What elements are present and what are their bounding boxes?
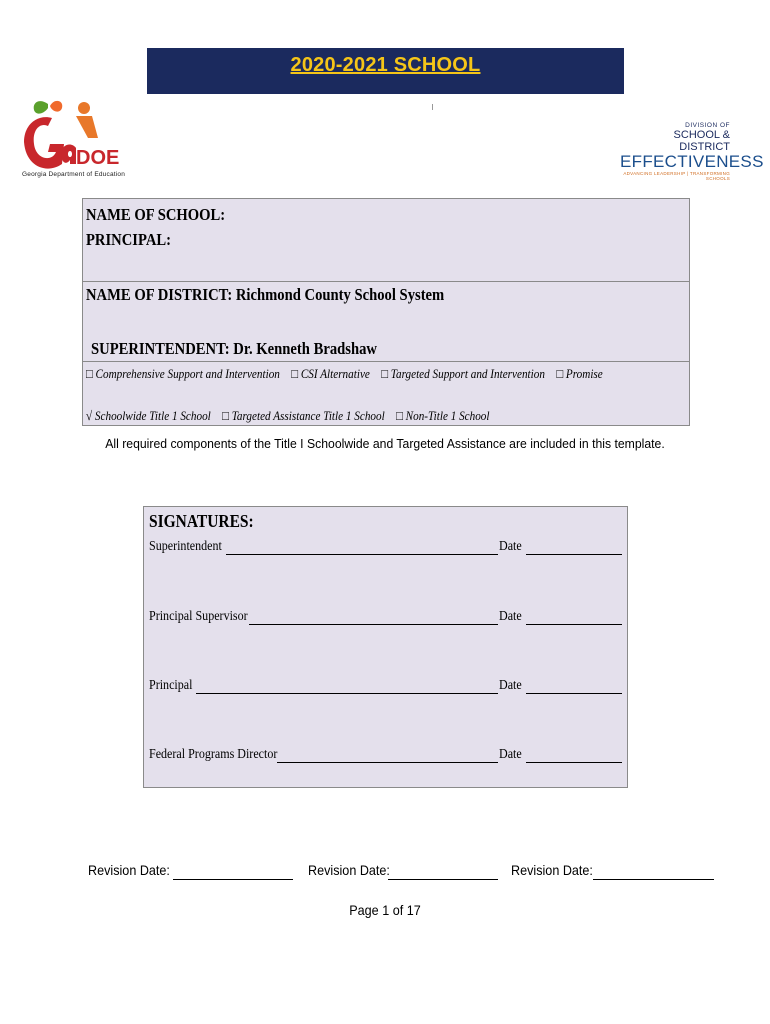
- cursor-mark: [432, 104, 433, 110]
- sde-line3: EFFECTIVENESS: [620, 152, 764, 171]
- signatures-box: [143, 506, 628, 788]
- signature-line[interactable]: [249, 624, 498, 625]
- option-non-title-1[interactable]: □ Non-Title 1 School: [396, 408, 490, 423]
- revision-date-line[interactable]: [593, 879, 714, 880]
- date-line[interactable]: [526, 693, 622, 694]
- signer-label: Principal Supervisor: [149, 609, 248, 624]
- date-line[interactable]: [526, 624, 622, 625]
- date-line[interactable]: [526, 762, 622, 763]
- revision-date-label: Revision Date:: [88, 862, 170, 878]
- district-label: NAME OF DISTRICT: Richmond County School System: [86, 285, 445, 304]
- signature-row: [149, 745, 619, 765]
- info-divider: [83, 281, 689, 282]
- option-comprehensive-support[interactable]: □ Comprehensive Support and Intervention: [86, 366, 280, 381]
- signature-row: [149, 537, 619, 557]
- date-line[interactable]: [526, 554, 622, 555]
- signature-line[interactable]: [196, 693, 498, 694]
- signature-row: [149, 676, 619, 696]
- option-schoolwide-title-1[interactable]: √ Schoolwide Title 1 School: [86, 408, 211, 423]
- signer-label: Federal Programs Director: [149, 747, 278, 762]
- revision-date-line[interactable]: [388, 879, 498, 880]
- signer-label: Principal: [149, 678, 193, 693]
- date-label: Date: [499, 609, 522, 624]
- support-options: [86, 366, 611, 382]
- date-label: Date: [499, 747, 522, 762]
- option-promise[interactable]: □ Promise: [556, 366, 603, 381]
- option-targeted-assistance-title-1[interactable]: □ Targeted Assistance Title 1 School: [222, 408, 385, 423]
- date-label: Date: [499, 678, 522, 693]
- sde-line4: ADVANCING LEADERSHIP | TRANSFORMING SCHOOLS: [623, 171, 730, 181]
- sde-line1: DIVISION OF: [685, 122, 730, 129]
- revision-date-line[interactable]: [173, 879, 293, 880]
- info-divider: [83, 361, 689, 362]
- principal-label: PRINCIPAL:: [86, 230, 172, 249]
- document-title: 2020-2021 SCHOOL: [290, 54, 481, 76]
- sde-logo: [620, 122, 764, 181]
- signature-row: [149, 607, 619, 627]
- signer-label: Superintendent: [149, 539, 222, 554]
- superintendent-label: SUPERINTENDENT: Dr. Kenneth Bradshaw: [91, 339, 377, 358]
- page-number: Page 1 of 17: [349, 902, 421, 918]
- template-note: All required components of the Title I Schoolwide and Targeted Assistance are included in this template.: [105, 436, 665, 451]
- title-options: [86, 408, 498, 424]
- revision-date-label: Revision Date:: [511, 862, 593, 878]
- date-label: Date: [499, 539, 522, 554]
- school-name-label: NAME OF SCHOOL:: [86, 205, 226, 224]
- signature-line[interactable]: [277, 762, 498, 763]
- sde-line2: SCHOOL & DISTRICT: [673, 129, 730, 153]
- signature-line[interactable]: [226, 554, 498, 555]
- school-info-box: [82, 198, 690, 426]
- option-targeted-support[interactable]: □ Targeted Support and Intervention: [381, 366, 545, 381]
- title-banner: [147, 48, 624, 94]
- option-csi-alternative[interactable]: □ CSI Alternative: [291, 366, 370, 381]
- signatures-heading: SIGNATURES:: [149, 511, 254, 531]
- gadoe-subtitle: Georgia Department of Education: [22, 171, 126, 178]
- svg-text:DOE: DOE: [76, 147, 120, 169]
- gadoe-logo-icon: [18, 98, 126, 182]
- revision-date-label: Revision Date:: [308, 862, 390, 878]
